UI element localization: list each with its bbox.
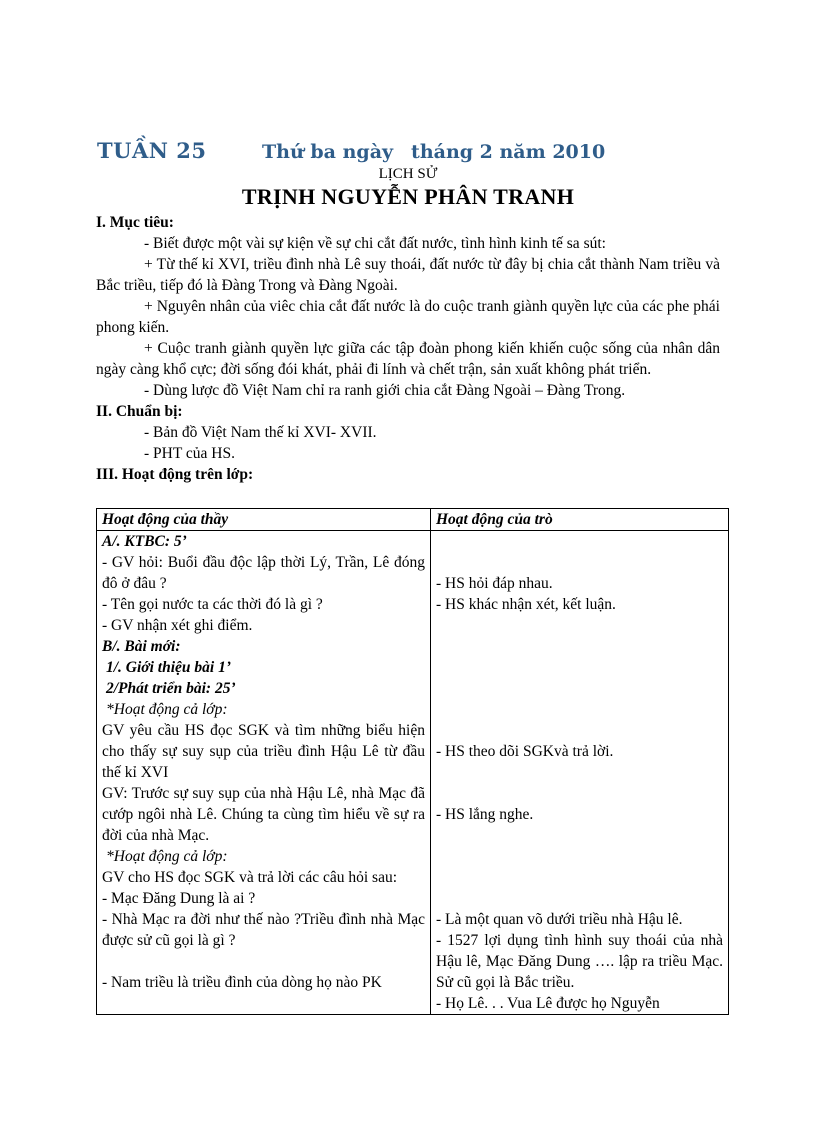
date-prefix: Thứ ba ngày <box>262 141 394 163</box>
spacer <box>102 951 425 972</box>
teacher-item: - GV hỏi: Buổi đầu độc lập thời Lý, Trần, Lê đóng đô ở đâu ? <box>102 554 425 592</box>
lesson-date <box>262 141 605 163</box>
prep-item: - PHT của HS. <box>144 445 235 462</box>
week-label: TUẦN 25 <box>97 138 207 163</box>
lesson-title: TRỊNH NGUYỄN PHÂN TRANH <box>241 184 575 209</box>
table-row <box>97 531 729 1015</box>
student-column-header: Hoạt động của trò <box>431 509 729 531</box>
student-item: - Là một quan võ dưới triều nhà Hậu lê. <box>436 911 683 928</box>
activities-table <box>96 508 729 1015</box>
lesson-body <box>96 212 720 485</box>
teacher-item: GV: Trước sự suy sụp của nhà Hậu Lê, nhà Mạc đã cướp ngôi nhà Lê. Chúng ta cùng tìm hiểu về sự ra đời của nhà Mạc. <box>102 785 425 844</box>
objective-item: + Nguyên nhân của viêc chia cắt đất nước là do cuộc tranh giành quyền lực của các phe phái phong kiến. <box>96 298 720 336</box>
subject-label: LỊCH SỬ <box>378 166 438 182</box>
student-item: - 1527 lợi dụng tình hình suy thoái của nhà Hậu lê, Mạc Đăng Dung …. lập ra triều Mạc. Sử cũ gọi là Bắc triều. <box>436 932 723 991</box>
student-item: - Họ Lê. . . Vua Lê được họ Nguyễn <box>436 995 660 1012</box>
activity-heading: *Hoạt động cả lớp: <box>106 848 228 865</box>
teacher-cell <box>97 531 431 1015</box>
intro-heading: 1/. Giới thiệu bài 1’ <box>106 659 232 676</box>
spacer <box>436 762 723 804</box>
teacher-item: GV yêu cầu HS đọc SGK và tìm những biểu hiện cho thấy sự suy sụp của triều đình Hậu Lê từ đầu thế kỉ XVI <box>102 722 425 781</box>
objective-item: + Từ thế kỉ XVI, triều đình nhà Lê suy thoái, đất nước từ đây bị chia cắt thành Nam triều và Bắc triều, tiếp đó là Đàng Trong và Đàng Ngoài. <box>96 256 720 294</box>
student-item: - HS theo dõi SGKvà trả lời. <box>436 743 614 760</box>
prep-item: - Bản đồ Việt Nam thế kỉ XVI- XVII. <box>144 424 377 441</box>
spacer <box>436 615 723 741</box>
teacher-item: - GV nhận xét ghi điểm. <box>102 617 253 634</box>
activities-heading: III. Hoạt động trên lớp: <box>96 466 254 483</box>
date-suffix: tháng 2 năm 2010 <box>411 141 606 163</box>
prep-heading: II. Chuẩn bị: <box>96 403 183 420</box>
student-item: - HS khác nhận xét, kết luận. <box>436 596 616 613</box>
student-item: - HS hỏi đáp nhau. <box>436 575 553 592</box>
spacer <box>436 825 723 909</box>
student-cell <box>431 531 729 1015</box>
objective-item: + Cuộc tranh giành quyền lực giữa các tập đoàn phong kiến khiến cuộc sống của nhân dân ngày càng khổ cực; đời sống đói khát, phải đi lính và chết trận, sản xuất không phát triển. <box>96 340 720 378</box>
teacher-item: - Nhà Mạc ra đời như thế nào ?Triều đình nhà Mạc được sử cũ gọi là gì ? <box>102 911 425 949</box>
teacher-column-header: Hoạt động của thầy <box>97 509 431 531</box>
activity-heading: *Hoạt động cả lớp: <box>106 701 228 718</box>
section-b-heading: B/. Bài mới: <box>102 638 181 655</box>
develop-heading: 2/Phát triển bài: 25’ <box>106 680 236 697</box>
objective-item: - Biết được một vài sự kiện về sự chi cắt đất nước, tình hình kinh tế sa sút: <box>144 235 606 252</box>
objectives-heading: I. Mục tiêu: <box>96 214 174 231</box>
table-header-row <box>97 509 729 531</box>
teacher-item: GV cho HS đọc SGK và trả lời các câu hỏi sau: <box>102 869 398 886</box>
objective-item: - Dùng lược đồ Việt Nam chỉ ra ranh giới chia cắt Đàng Ngoài – Đàng Trong. <box>144 382 626 399</box>
student-item: - HS lắng nghe. <box>436 806 534 823</box>
teacher-item: - Mạc Đăng Dung là ai ? <box>102 890 256 907</box>
section-a-heading: A/. KTBC: 5’ <box>102 533 187 550</box>
spacer <box>436 531 723 573</box>
teacher-item: - Tên gọi nước ta các thời đó là gì ? <box>102 596 323 613</box>
teacher-item: - Nam triều là triều đình của dòng họ nào PK <box>102 974 382 991</box>
